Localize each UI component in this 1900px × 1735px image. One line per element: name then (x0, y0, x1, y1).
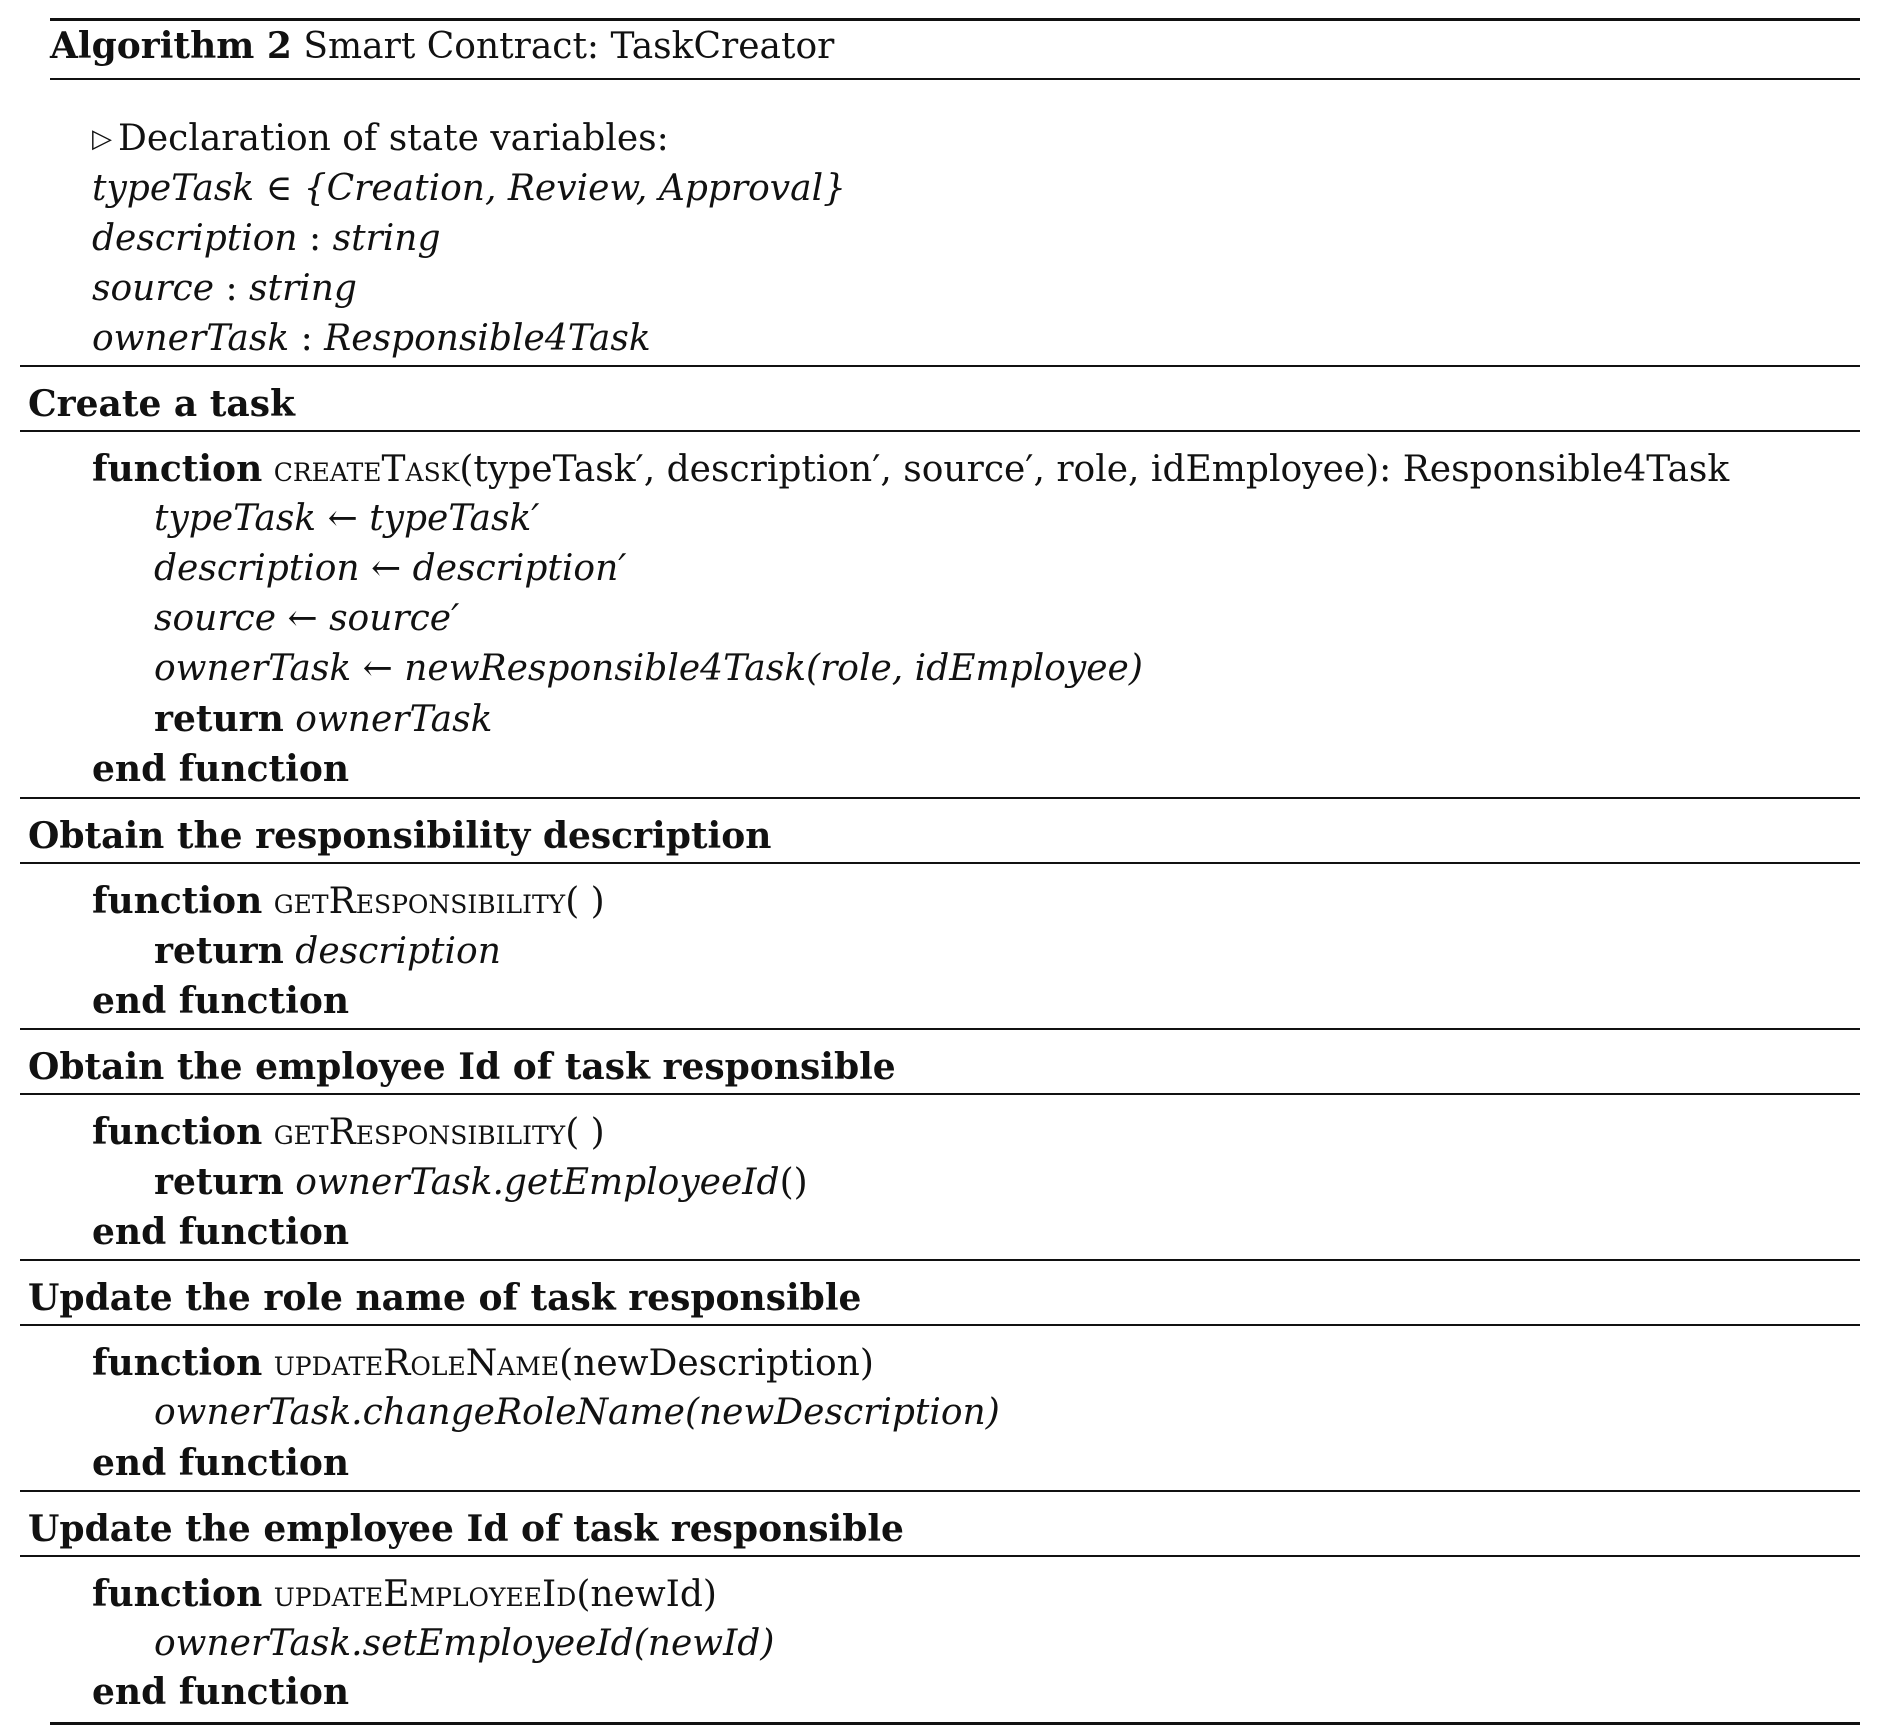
assign-arrow: ← (351, 648, 405, 689)
assign-rhs: description′ (412, 548, 627, 589)
statement-call: ownerTask.changeRoleName (154, 1392, 685, 1433)
function-args: (typeTask′, description′, source′, role, idEmployee): Responsible4Task (459, 449, 1730, 490)
section-rule (20, 430, 1860, 432)
return-keyword: return (154, 1161, 284, 1203)
function-signature (92, 1108, 605, 1156)
end-function: end function (92, 1211, 350, 1253)
section-rule (20, 1324, 1860, 1326)
algorithm-label: Algorithm 2 (50, 25, 292, 67)
end-function: end function (92, 1671, 350, 1713)
algorithm-title: Smart Contract: TaskCreator (303, 26, 835, 67)
section-rule (20, 1259, 1860, 1261)
assignment (154, 595, 459, 643)
function-keyword: function (92, 1342, 263, 1384)
assign-arrow: ← (316, 498, 370, 539)
return-value: description (295, 931, 501, 972)
assign-rhs: newResponsible4Task (404, 648, 807, 689)
decl-op: : (297, 218, 333, 259)
assign-rhs: typeTask′ (369, 498, 540, 539)
return-value: ownerTask.getEmployeeId (295, 1162, 780, 1203)
assignment (154, 645, 1143, 693)
statement-call: ownerTask.setEmployeeId (154, 1623, 634, 1664)
return-statement (154, 695, 492, 743)
assign-arrow: ← (359, 548, 413, 589)
section-rule (20, 1490, 1860, 1492)
decl-op: : (289, 318, 325, 359)
assign-arrow: ← (276, 598, 330, 639)
bottom-rule (50, 1722, 1860, 1725)
decl-name: source (92, 268, 215, 309)
decl-source (92, 265, 357, 313)
assignment (154, 545, 626, 593)
decl-name: description (92, 218, 298, 259)
function-args: ( ) (565, 881, 605, 922)
return-keyword: return (154, 930, 284, 972)
decl-type: {Creation, Review, Approval} (303, 168, 847, 209)
algorithm-caption (50, 22, 834, 70)
end-function: end function (92, 748, 350, 790)
function-signature (92, 445, 1729, 493)
decl-op: ∈ (254, 168, 304, 209)
function-name: getResponsibility (273, 881, 566, 922)
assign-args: (role, idEmployee) (806, 648, 1143, 689)
comment-triangle-icon: ▷ (92, 124, 112, 154)
decl-name: typeTask (92, 168, 255, 209)
end-function: end function (92, 980, 350, 1022)
function-keyword: function (92, 1111, 263, 1153)
section-rule (20, 797, 1860, 799)
return-statement (154, 1158, 808, 1206)
assign-rhs: source′ (329, 598, 460, 639)
section-heading: Update the employee Id of task responsible (28, 1508, 904, 1550)
statement (154, 1620, 774, 1668)
return-suffix: () (779, 1162, 808, 1203)
assign-lhs: typeTask (154, 498, 317, 539)
top-rule (50, 18, 1860, 21)
decl-op: : (214, 268, 250, 309)
decl-name: ownerTask (92, 318, 290, 359)
assignment (154, 495, 539, 543)
function-signature (92, 877, 605, 925)
return-statement (154, 927, 501, 975)
function-name: createTask (273, 449, 460, 490)
function-args: (newDescription) (559, 1343, 874, 1384)
section-rule (20, 1093, 1860, 1095)
section-heading: Obtain the employee Id of task responsible (28, 1046, 896, 1088)
return-value: ownerTask (295, 699, 493, 740)
return-keyword: return (154, 698, 284, 740)
decl-description (92, 215, 441, 263)
section-heading: Update the role name of task responsible (28, 1277, 862, 1319)
function-keyword: function (92, 880, 263, 922)
section-rule (20, 365, 1860, 367)
section-rule (20, 1028, 1860, 1030)
section-rule (20, 862, 1860, 864)
function-signature (92, 1570, 717, 1618)
decl-typeTask (92, 165, 846, 213)
statement (154, 1389, 1000, 1437)
function-name: updateEmployeeId (273, 1574, 577, 1615)
comment-text: Declaration of state variables: (118, 118, 669, 159)
decl-type: string (249, 268, 357, 309)
caption-rule (50, 78, 1860, 80)
assign-lhs: description (154, 548, 360, 589)
function-name: updateRoleName (273, 1343, 560, 1384)
assign-lhs: source (154, 598, 277, 639)
function-keyword: function (92, 1573, 263, 1615)
function-args: ( ) (565, 1112, 605, 1153)
statement-args: (newId) (633, 1623, 775, 1664)
statement-args: (newDescription) (684, 1392, 1000, 1433)
section-rule (20, 1555, 1860, 1557)
function-args: (newId) (576, 1574, 717, 1615)
decl-type: string (332, 218, 441, 259)
function-name: getResponsibility (273, 1112, 566, 1153)
decl-ownerTask (92, 315, 651, 363)
section-heading: Create a task (28, 383, 295, 425)
function-signature (92, 1339, 874, 1387)
decl-type: Responsible4Task (324, 318, 651, 359)
section-heading: Obtain the responsibility description (28, 815, 772, 857)
assign-lhs: ownerTask (154, 648, 352, 689)
end-function: end function (92, 1442, 350, 1484)
declaration-comment (92, 115, 669, 163)
function-keyword: function (92, 448, 263, 490)
